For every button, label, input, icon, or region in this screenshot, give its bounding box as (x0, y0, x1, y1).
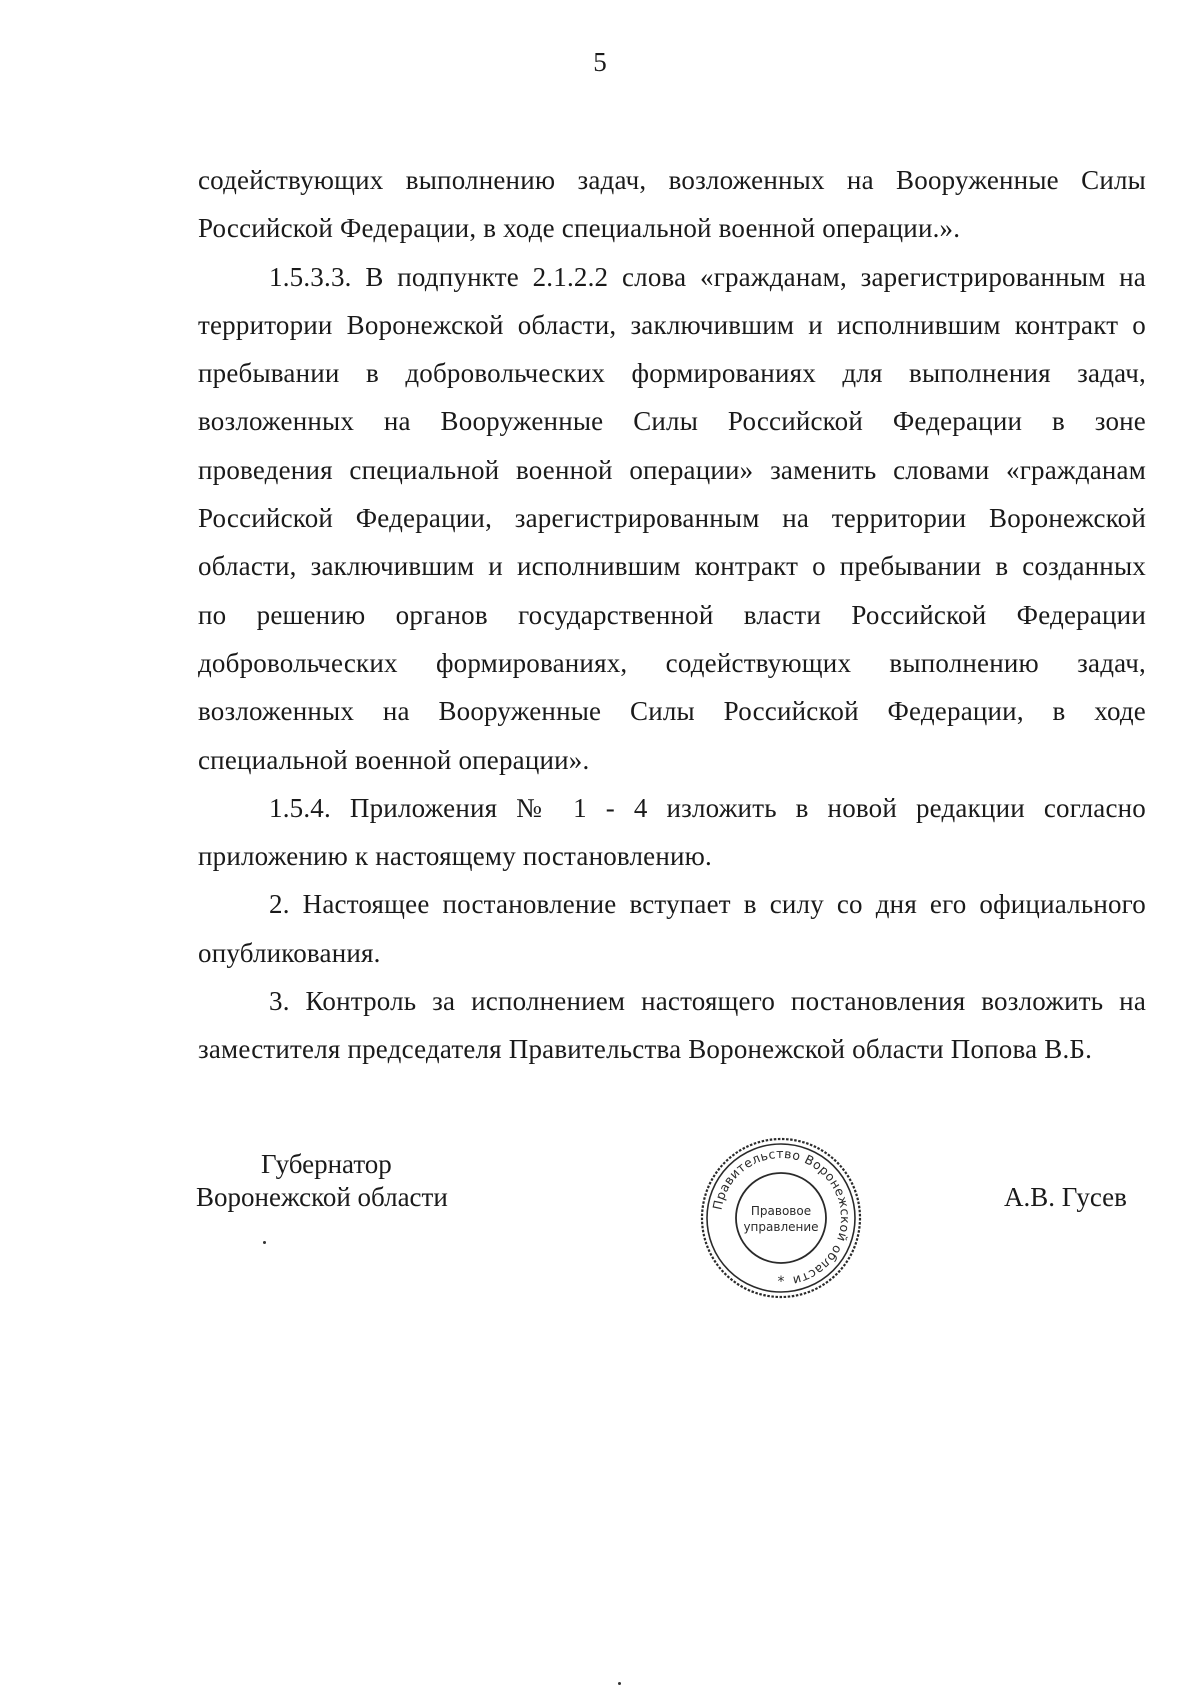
paragraph (198, 880, 1146, 977)
paragraph (198, 253, 1146, 784)
seal-inner-line1: Правовое (750, 1204, 812, 1218)
text-line: опубликования. (198, 937, 381, 968)
text-line: 1.5.4. Приложения № 1 - 4 изложить в новой редакции согласно (269, 792, 1146, 823)
scan-speck (618, 1682, 621, 1685)
page-number: 5 (593, 47, 607, 77)
text-line: области, заключившим и исполнившим контракт о пребывании в созданных (198, 551, 1146, 582)
signatory-title (196, 1148, 448, 1214)
text-line: пребывании в добровольческих формированиях для выполнения задач, (198, 358, 1146, 389)
seal-outer-text: Правительство Воронежской области (709, 1145, 854, 1289)
paragraph (198, 977, 1146, 1074)
text-line: содействующих выполнению задач, возложенных на Вооруженные Силы (198, 165, 1146, 195)
text-line: возложенных на Вооруженные Силы Российской Федерации, в ходе (198, 696, 1146, 727)
text-line: заместителя председателя Правительства Воронежской области Попова В.Б. (198, 1034, 1093, 1065)
signatory-region: Воронежской области (196, 1182, 448, 1212)
text-line: приложению к настоящему постановлению. (198, 841, 712, 872)
scan-speck (263, 1241, 266, 1244)
official-seal-icon (699, 1136, 863, 1300)
text-line: 3. Контроль за исполнением настоящего постановления возложить на (269, 986, 1146, 1017)
text-line: 1.5.3.3. В подпункте 2.1.2.2 слова «гражданам, зарегистрированным на (269, 261, 1146, 292)
text-line: Российской Федерации, в ходе специальной военной операции.». (198, 213, 961, 244)
text-line: добровольческих формированиях, содействующих выполнению задач, (198, 647, 1146, 678)
seal-inner-line2: управление (743, 1220, 819, 1234)
signatory-position: Губернатор (261, 1149, 392, 1179)
seal-star-icon: * (777, 1274, 785, 1290)
text-line: территории Воронежской области, заключившим и исполнившим контракт о (198, 309, 1146, 340)
signatory-name: А.В. Гусев (1004, 1182, 1127, 1212)
text-line: 2. Настоящее постановление вступает в силу со дня его официального (269, 889, 1146, 920)
text-line: возложенных на Вооруженные Силы Российской Федерации в зоне (198, 406, 1146, 437)
text-line: проведения специальной военной операции» заменить словами «гражданам (198, 454, 1146, 485)
text-line: по решению органов государственной власти Российской Федерации (198, 599, 1146, 630)
document-body (198, 156, 1146, 1074)
paragraph (198, 156, 1146, 253)
paragraph (198, 784, 1146, 881)
text-line: специальной военной операции». (198, 744, 590, 775)
text-line: Российской Федерации, зарегистрированным на территории Воронежской (198, 503, 1146, 534)
